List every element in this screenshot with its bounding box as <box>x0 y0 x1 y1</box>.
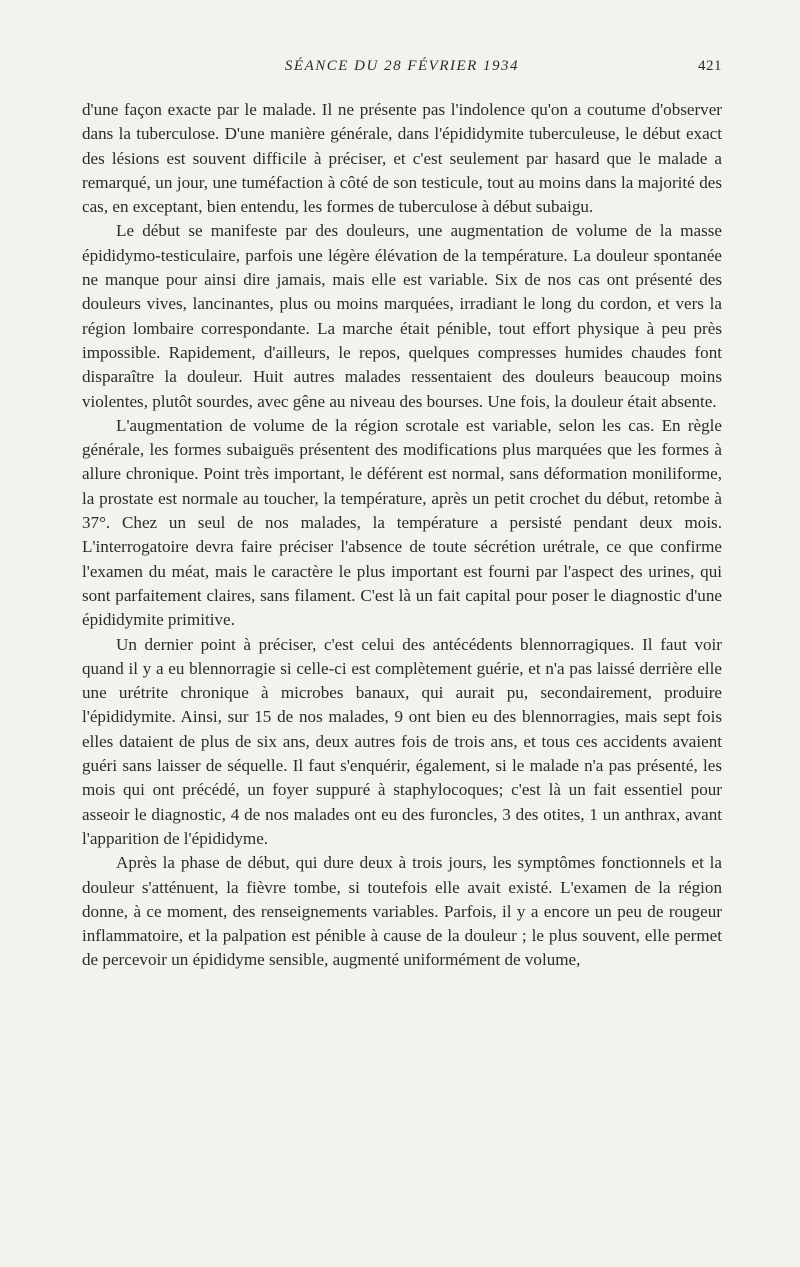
running-title: SÉANCE DU 28 FÉVRIER 1934 <box>284 58 520 74</box>
paragraph: Un dernier point à préciser, c'est celui des antécédents blennorragiques. Il faut voir quand il y a eu blennorragie si celle-ci est complètement guérie, et n'a pas laissé derrière elle une urétrite chronique à microbes banaux, qui aurait pu, secondairement, produire l'épididymite. Ainsi, sur 15 de nos malades, 9 ont bien eu des blennorragies, mais sept fois elles dataient de plus de six ans, deux autres fois de trois ans, et tous ces accidents avaient guéri sans laisser de séquelle. Il faut s'enquérir, également, si le malade n'a pas présenté, les mois qui ont précédé, un foyer suppuré à staphylocoques; c'est là un fait essentiel pour asseoir le diagnostic, 4 de nos malades ont eu des furoncles, 3 des otites, 1 un anthrax, avant l'apparition de l'épididyme. <box>82 634 722 848</box>
running-header <box>82 58 722 84</box>
paragraph: L'augmentation de volume de la région scrotale est variable, selon les cas. En règle générale, les formes subaiguës présentent des modifications plus marquées que les formes à allure chronique. Point très important, le déférent est normal, sans déformation moniliforme, la prostate est normale au toucher, la température, après un petit crochet du début, retombe à 37°. Chez un seul de nos malades, la température a persisté pendant deux mois. L'interrogatoire devra faire préciser l'absence de toute sécrétion urétrale, ce que confirme l'examen du méat, mais le caractère le plus important est fourni par l'aspect des urines, qui sont parfaitement claires, sans filament. C'est là un fait capital pour poser le diagnostic d'une épididymite primitive. <box>82 415 722 630</box>
paragraph-continuation: d'une façon exacte par le malade. Il ne présente pas l'indolence qu'on a coutume d'observer dans la tuberculose. D'une manière générale, dans l'épididymite tuberculeuse, le début exact des lésions est souvent difficile à préciser, et c'est seulement par hasard que le malade a remarqué, un jour, une tuméfaction à côté de son testicule, tout au moins dans la majorité des cas, en exceptant, bien entendu, les formes de tuberculose à début subaigu. <box>82 100 722 217</box>
body-text <box>82 98 722 973</box>
paragraph: Le début se manifeste par des douleurs, une augmentation de volume de la masse épididymo-testiculaire, parfois une légère élévation de la température. La douleur spontanée ne manque pour ainsi dire jamais, mais elle est variable. Six de nos cas ont présenté des douleurs vives, lancinantes, plus ou moins marquées, irradiant le long du cordon, et vers la région lombaire correspondante. La marche était pénible, tout effort physique à peu près impossible. Rapidement, d'ailleurs, le repos, quelques compresses humides chaudes font disparaître la douleur. Huit autres malades ressentaient des douleurs beaucoup moins violentes, plutôt sourdes, avec gêne au niveau des bourses. Une fois, la douleur était absente. <box>82 221 722 411</box>
page-number: 421 <box>698 58 722 74</box>
paragraph: Après la phase de début, qui dure deux à trois jours, les symptômes fonctionnels et la douleur s'atténuent, la fièvre tombe, si toutefois elle avait existé. L'examen de la région donne, à ce moment, des renseignements variables. Parfois, il y a encore un peu de rougeur inflammatoire, et la palpation est pénible à cause de la douleur ; le plus souvent, elle permet de percevoir un épididyme sensible, augmenté uniformément de volume, <box>82 853 722 970</box>
